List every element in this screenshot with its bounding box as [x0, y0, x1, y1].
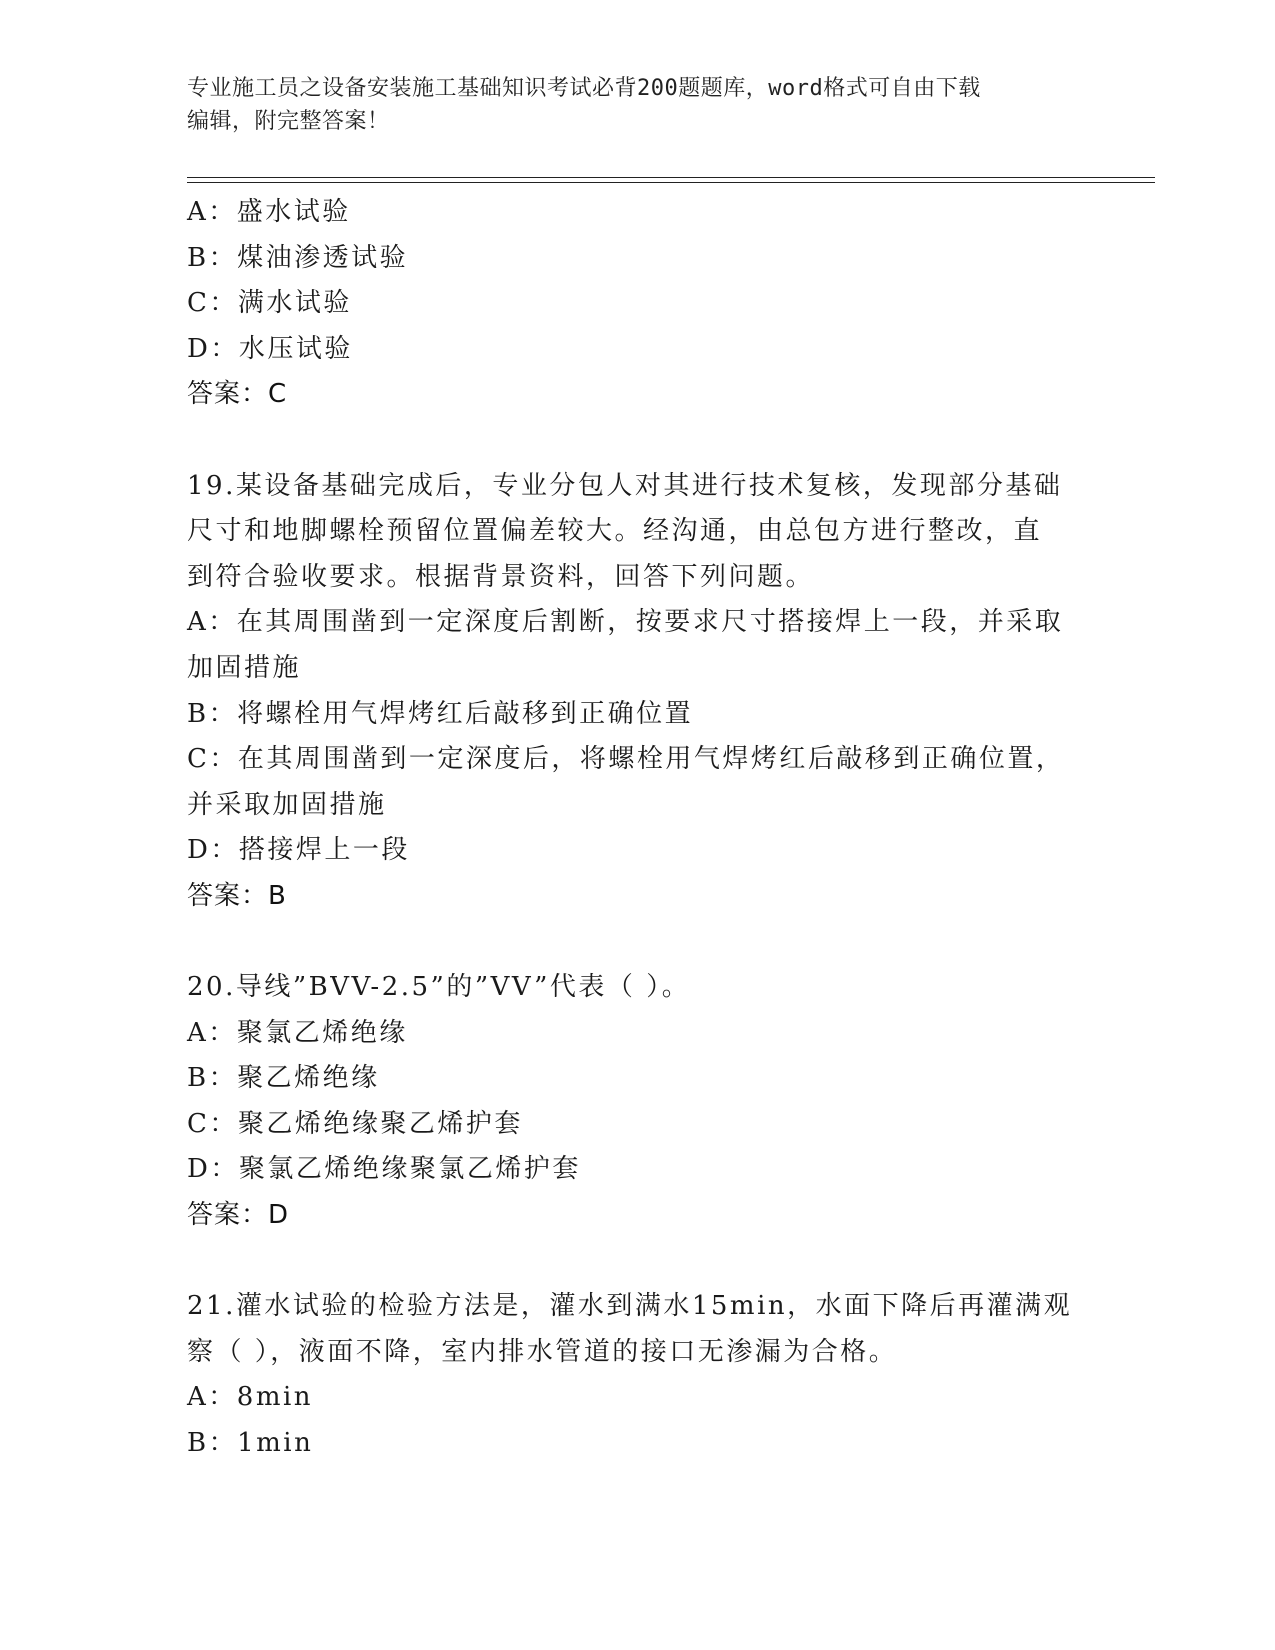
option-c: C：聚乙烯绝缘聚乙烯护套 — [187, 1108, 523, 1139]
option-a: A：在其周围凿到一定深度后割断，按要求尺寸搭接焊上一段，并采取 — [187, 607, 1064, 638]
option-a: A：8min — [187, 1382, 314, 1413]
answer: 答案：C — [187, 379, 288, 410]
option-a-continued: 加固措施 — [187, 652, 302, 683]
option-d: D：聚氯乙烯绝缘聚氯乙烯护套 — [187, 1154, 581, 1185]
question-text-line: 19.某设备基础完成后，专业分包人对其进行技术复核，发现部分基础 — [187, 470, 1063, 501]
document-header — [187, 72, 1067, 138]
option-d: D：水压试验 — [187, 333, 353, 364]
option-d: D：搭接焊上一段 — [187, 835, 410, 866]
question-text-line: 察（ ），液面不降，室内排水管道的接口无渗漏为合格。 — [187, 1336, 898, 1367]
question-21 — [187, 1284, 1077, 1466]
option-b: B：将螺栓用气焊烤红后敲移到正确位置 — [187, 698, 694, 729]
option-b: B：聚乙烯绝缘 — [187, 1063, 380, 1094]
question-text-line: 到符合验收要求。根据背景资料，回答下列问题。 — [187, 561, 815, 592]
spacer — [187, 1239, 1077, 1285]
option-a: A：聚氯乙烯绝缘 — [187, 1017, 408, 1048]
question-20 — [187, 965, 1077, 1239]
spacer — [187, 920, 1077, 966]
question-text-line: 21.灌水试验的检验方法是，灌水到满水15min，水面下降后再灌满观 — [187, 1291, 1073, 1322]
question-text-line: 20.导线”BVV-2.5”的”VV”代表（ ）。 — [187, 972, 691, 1003]
header-line-2: 编辑，附完整答案！ — [187, 109, 390, 134]
question-text-line: 尺寸和地脚螺栓预留位置偏差较大。经沟通，由总包方进行整改，直 — [187, 516, 1043, 547]
option-b: B：1min — [187, 1428, 314, 1459]
answer: 答案：B — [187, 880, 287, 911]
option-c: C：满水试验 — [187, 288, 352, 319]
option-a: A：盛水试验 — [187, 197, 351, 227]
header-rule-top — [187, 177, 1155, 178]
answer: 答案：D — [187, 1200, 290, 1231]
header-line-1: 专业施工员之设备安装施工基础知识考试必背200题题库，word格式可自由下载 — [187, 76, 981, 101]
option-b: B：煤油渗透试验 — [187, 242, 409, 273]
question-18 — [187, 190, 1077, 418]
option-c: C：在其周围凿到一定深度后，将螺栓用气焊烤红后敲移到正确位置， — [187, 744, 1065, 775]
question-19 — [187, 464, 1077, 920]
option-c-continued: 并采取加固措施 — [187, 789, 387, 820]
question-list — [187, 190, 1077, 1467]
spacer — [187, 418, 1077, 464]
header-rule-bottom — [187, 182, 1155, 183]
